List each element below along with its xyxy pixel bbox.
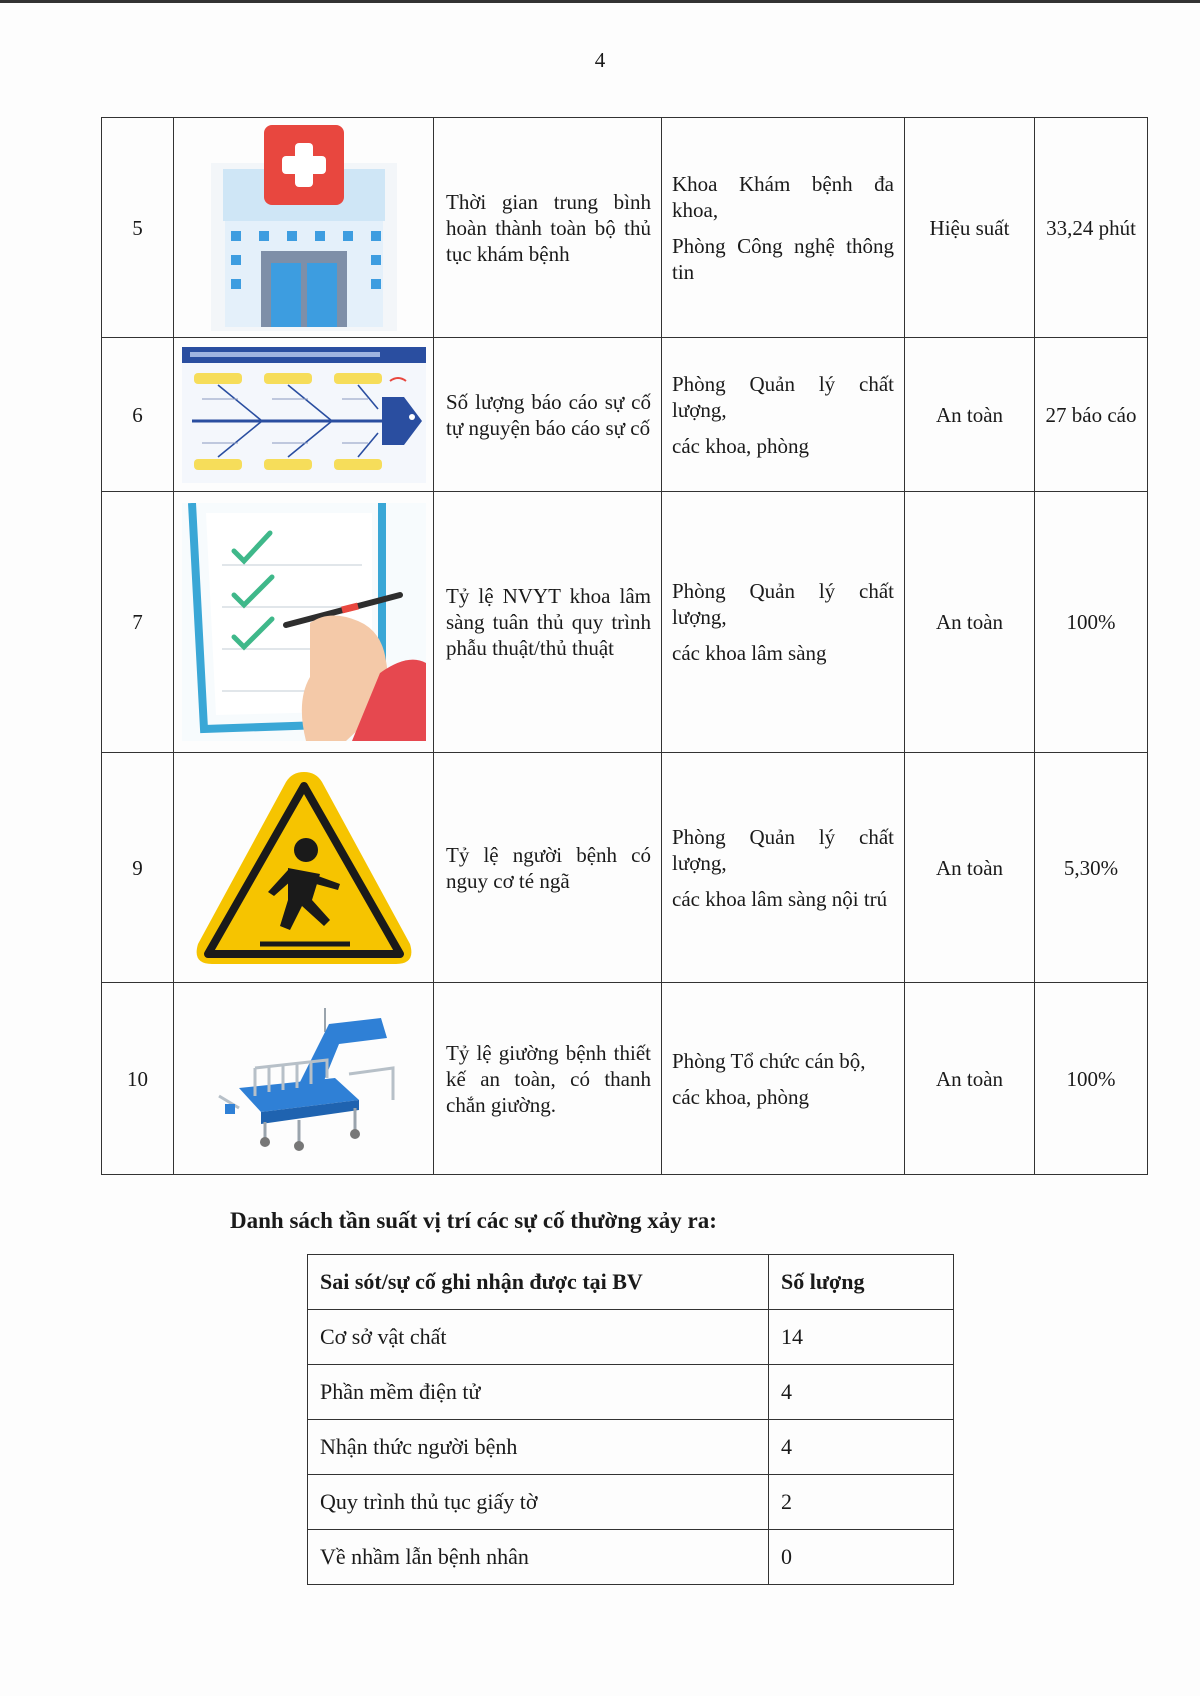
department-line: Phòng Tổ chức cán bộ, — [672, 1048, 866, 1073]
indicator-text: Thời gian trung bình hoàn thành toàn bộ thủ tục khám bệnh — [434, 118, 662, 338]
department-cell — [662, 338, 905, 492]
result-value: 100% — [1035, 492, 1148, 753]
incident-count: 4 — [769, 1365, 954, 1420]
fishbone-diagram-icon — [182, 347, 426, 483]
department-line: Phòng Quản lý chất lượng, — [672, 824, 894, 875]
result-value: 27 báo cáo — [1035, 338, 1148, 492]
incident-count: 4 — [769, 1420, 954, 1475]
indicator-text: Tỷ lệ NVYT khoa lâm sàng tuân thủ quy trình phẫu thuật/thủ thuật — [434, 492, 662, 753]
table-row — [308, 1420, 954, 1475]
indicator-text: Số lượng báo cáo sự cố tự nguyện báo cáo sự cố — [434, 338, 662, 492]
row-number: 6 — [102, 338, 174, 492]
result-value: 5,30% — [1035, 753, 1148, 983]
category-text: An toàn — [905, 753, 1035, 983]
table-row — [308, 1475, 954, 1530]
department-line: các khoa, phòng — [672, 1084, 810, 1109]
department-line: các khoa, phòng — [672, 433, 810, 458]
page-number: 4 — [594, 48, 606, 72]
category-text: An toàn — [905, 338, 1035, 492]
indicator-table — [101, 117, 1148, 1175]
incident-label: Nhận thức người bệnh — [308, 1420, 769, 1475]
table-row — [102, 118, 1148, 338]
department-cell — [662, 118, 905, 338]
incident-frequency-table — [307, 1254, 954, 1585]
category-text: An toàn — [905, 983, 1035, 1175]
table-row — [102, 983, 1148, 1175]
department-line: Phòng Công nghệ thông tin — [672, 233, 894, 284]
hospital-bed-icon — [209, 1004, 399, 1154]
department-line: Phòng Quản lý chất lượng, — [672, 579, 894, 629]
incident-count: 0 — [769, 1530, 954, 1585]
indicator-text: Tỷ lệ người bệnh có nguy cơ té ngã — [434, 753, 662, 983]
column-header: Số lượng — [769, 1255, 954, 1310]
incident-label: Về nhầm lẫn bệnh nhân — [308, 1530, 769, 1585]
top-border-line — [0, 0, 1200, 3]
section-title: Danh sách tần suất vị trí các sự cố thường xảy ra: — [230, 1208, 717, 1233]
row-number: 7 — [102, 492, 174, 753]
table-row — [102, 492, 1148, 753]
indicator-text: Tỷ lệ giường bệnh thiết kế an toàn, có thanh chắn giường. — [434, 983, 662, 1175]
category-text: An toàn — [905, 492, 1035, 753]
department-line: các khoa lâm sàng nội trú — [672, 886, 888, 911]
department-cell — [662, 492, 905, 753]
department-line: các khoa lâm sàng — [672, 641, 827, 665]
incident-count: 14 — [769, 1310, 954, 1365]
table-row — [308, 1530, 954, 1585]
table-row — [308, 1310, 954, 1365]
table-header-row — [308, 1255, 954, 1310]
incident-label: Cơ sở vật chất — [308, 1310, 769, 1365]
incident-label: Phần mềm điện tử — [308, 1365, 769, 1420]
column-header: Sai sót/sự cố ghi nhận được tại BV — [308, 1255, 769, 1310]
result-value: 33,24 phút — [1035, 118, 1148, 338]
category-text: Hiệu suất — [905, 118, 1035, 338]
department-line: Phòng Quản lý chất lượng, — [672, 371, 894, 422]
table-row — [102, 753, 1148, 983]
row-number: 5 — [102, 118, 174, 338]
result-value: 100% — [1035, 983, 1148, 1175]
checklist-clipboard-icon — [182, 503, 426, 741]
table-row — [308, 1365, 954, 1420]
row-number: 10 — [102, 983, 174, 1175]
incident-count: 2 — [769, 1475, 954, 1530]
department-line: Khoa Khám bệnh đa khoa, — [672, 171, 894, 222]
fall-warning-sign-icon — [190, 766, 418, 970]
row-number: 9 — [102, 753, 174, 983]
table-row — [102, 338, 1148, 492]
incident-label: Quy trình thủ tục giấy tờ — [308, 1475, 769, 1530]
hospital-building-icon — [211, 125, 397, 331]
department-cell — [662, 983, 905, 1175]
department-cell — [662, 753, 905, 983]
